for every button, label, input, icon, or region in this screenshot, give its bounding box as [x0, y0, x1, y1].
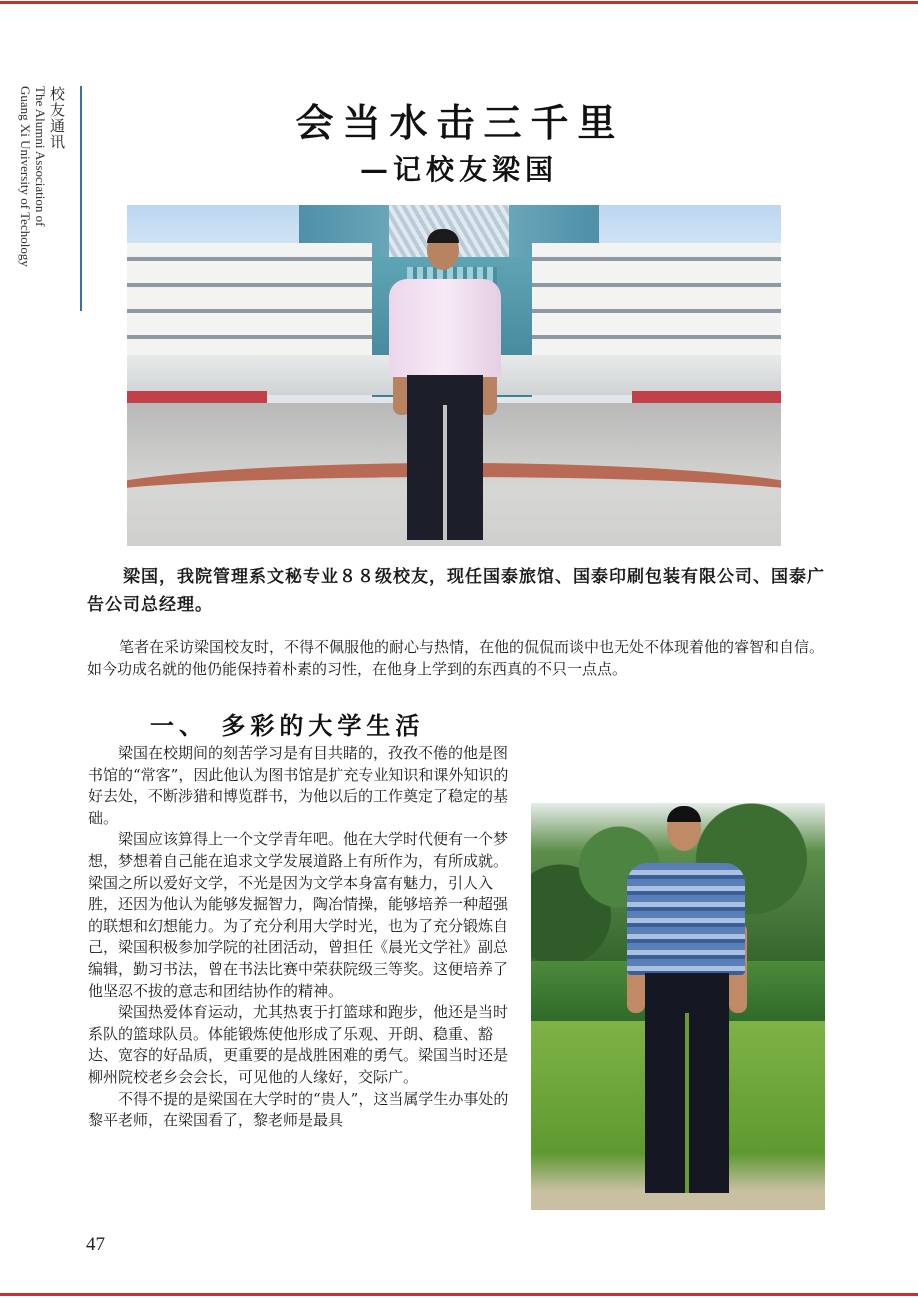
main-photo [127, 205, 781, 546]
intro-paragraph: 笔者在采访梁国校友时，不得不佩服他的耐心与热情，在他的侃侃而谈中也无处不体现着他的睿智和自信。如今功成名就的他仍能保持着朴素的习性，在他身上学到的东西真的不只一点点。 [87, 638, 825, 678]
sidebar-label [18, 86, 72, 311]
body-paragraph-4: 不得不提的是梁国在大学时的“贵人”，这当属学生办事处的黎平老师，在梁国看了，黎老师是最具 [88, 1089, 509, 1130]
article-subtitle: —记校友梁国 [360, 153, 559, 186]
bottom-border [0, 1293, 918, 1296]
sidebar-text [18, 86, 64, 267]
page-number: 47 [86, 1234, 105, 1255]
body-paragraph-2: 梁国应该算得上一个文学青年吧。他在大学时代便有一个梦想，梦想着自己能在追求文学发展道路上有所作为，有所成就。梁国之所以爱好文学，不光是因为文学本身富有魅力，引人入胜，还因为他认为能够发掘智力，陶冶情操，能够培养一种超强的联想和幻想能力。为了充分利用大学时光，也为了充分锻炼自己，梁国积极参加学院的社团活动，曾担任《晨光文学社》副总编辑，勤习书法，曾在书法比赛中荣获院级三等奖。这便培养了他坚忍不拔的意志和团结协作的精神。 [88, 830, 509, 1000]
portrait-photo [531, 803, 825, 1210]
top-border [0, 1, 918, 4]
sidebar-title-cn: 校友通讯 [48, 86, 64, 150]
sidebar-title-en-2: Guang Xi University of Techology [18, 86, 33, 267]
article-title: 会当水击三千里 [295, 100, 625, 145]
section-heading: 一、 多彩的大学生活 [150, 711, 425, 740]
sidebar-divider [80, 86, 82, 311]
lead-paragraph: 梁国，我院管理系文秘专业８８级校友，现任国泰旅馆、国泰印刷包装有限公司、国泰广告公司总经理。 [87, 567, 825, 615]
sidebar-title-en-1: The Alumni Association of [33, 86, 48, 227]
body-paragraph-1: 梁国在校期间的刻苦学习是有目共睹的，孜孜不倦的他是图书馆的“常客”，因此他认为图书馆是扩充专业知识和课外知识的好去处，不断涉猎和博览群书，为他以后的工作奠定了稳定的基础。 [88, 744, 509, 827]
body-paragraph-3: 梁国热爱体育运动，尤其热衷于打篮球和跑步，他还是当时系队的篮球队员。体能锻炼使他形成了乐观、开朗、稳重、豁达、宽容的好品质，更重要的是战胜困难的勇气。梁国当时还是柳州院校老乡会会长，可见他的人缘好，交际广。 [88, 1003, 509, 1086]
body-text-column [88, 743, 520, 1213]
